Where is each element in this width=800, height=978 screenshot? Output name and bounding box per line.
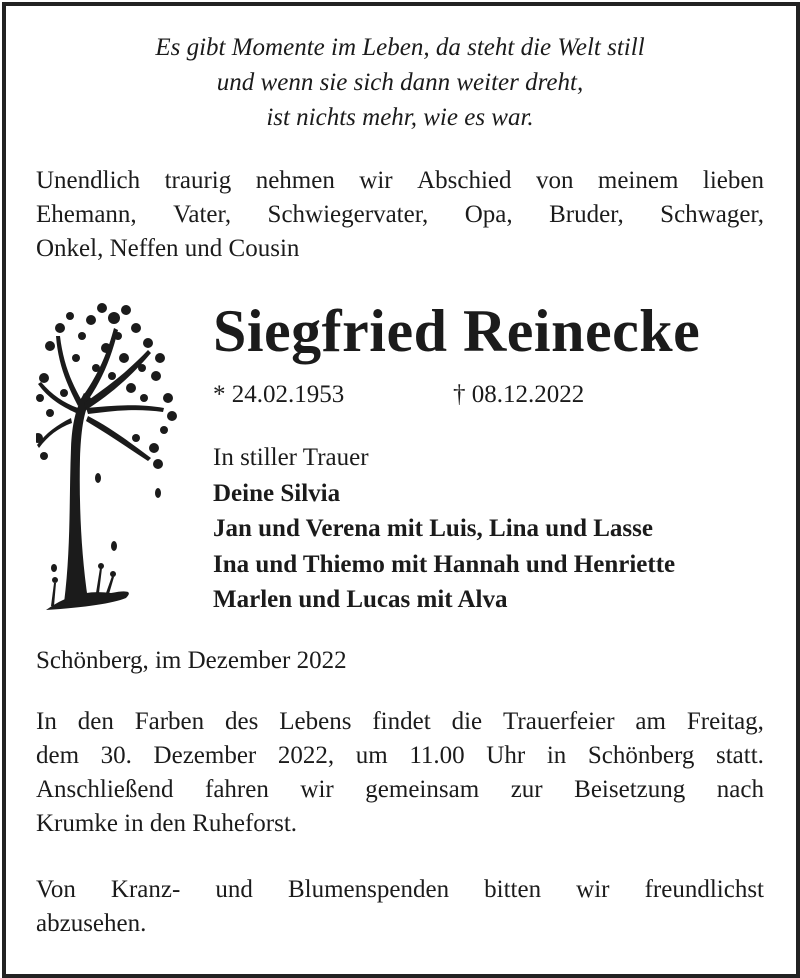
word: Freitag, — [686, 708, 764, 735]
mourner-line: Ina und Thiemo mit Hannah und Henriette — [213, 550, 676, 578]
word: wir — [576, 876, 610, 903]
word: Uhr — [486, 742, 526, 769]
word: lieben — [702, 167, 764, 194]
word: Abschied — [417, 167, 512, 194]
word: den — [77, 708, 114, 735]
word: Lebens — [279, 708, 352, 735]
word: Von — [36, 876, 76, 903]
tree-icon — [36, 288, 181, 618]
life-dates — [213, 378, 585, 412]
intro-line-3: Onkel, Neffen und Cousin — [36, 235, 300, 262]
word: Kranz- — [110, 876, 181, 903]
word: des — [225, 708, 259, 735]
word: von — [535, 167, 574, 194]
word: Farben — [134, 708, 205, 735]
place-date: Schönberg, im Dezember 2022 — [36, 647, 347, 674]
poem-line: ist nichts mehr, wie es war. — [266, 104, 534, 131]
deceased-name: Siegfried Reinecke — [213, 298, 701, 364]
word: meinem — [597, 167, 679, 194]
word: Dezember — [153, 742, 257, 769]
word: nehmen — [255, 167, 335, 194]
mourner-line: Jan und Verena mit Luis, Lina und Lasse — [213, 515, 653, 542]
word: Ehemann, — [36, 201, 137, 228]
word: fahren — [205, 776, 269, 803]
word: statt. — [716, 742, 764, 769]
word: Beisetzung — [574, 776, 686, 803]
poem-line: und wenn sie sich dann weiter dreht, — [216, 69, 584, 96]
service-line-1 — [36, 705, 764, 739]
death-date: † 08.12.2022 — [453, 381, 585, 408]
word: Schönberg — [587, 742, 695, 769]
word: in — [546, 742, 567, 769]
service-line-3 — [36, 773, 764, 807]
word: Schwager, — [660, 201, 764, 228]
word: bitten — [484, 876, 542, 903]
word: dem — [36, 742, 80, 769]
poem-line: Es gibt Momente im Leben, da steht die Welt still — [155, 34, 645, 61]
closing-line-2: abzusehen. — [36, 910, 147, 937]
word: wir — [359, 167, 393, 194]
intro-text — [36, 164, 764, 266]
intro-line-2 — [36, 198, 764, 232]
mourner-line: Marlen und Lucas mit Alva — [213, 586, 508, 613]
word: Unendlich — [36, 167, 141, 194]
word: 2022, — [277, 742, 335, 769]
service-line-2 — [36, 739, 764, 773]
word: 30. — [100, 742, 132, 769]
word: freundlichst — [644, 876, 764, 903]
poem — [0, 30, 800, 135]
word: Opa, — [464, 201, 513, 228]
closing-text — [36, 873, 764, 941]
word: zur — [510, 776, 543, 803]
word: Anschließend — [36, 776, 174, 803]
service-line-4: Krumke in den Ruheforst. — [36, 810, 298, 837]
word: die — [451, 708, 483, 735]
word: Bruder, — [549, 201, 624, 228]
word: Schwiegervater, — [267, 201, 429, 228]
word: Trauerfeier — [503, 708, 615, 735]
mourners — [213, 440, 675, 618]
mourner-line: Deine Silvia — [213, 479, 341, 507]
word: Vater, — [173, 201, 232, 228]
word: 11.00 — [409, 742, 465, 769]
word: und — [215, 876, 253, 903]
word: traurig — [164, 167, 232, 194]
word: In — [36, 708, 57, 735]
closing-line-1 — [36, 873, 764, 907]
mourners-intro: In stiller Trauer — [213, 444, 369, 471]
word: am — [635, 708, 666, 735]
word: Blumenspenden — [287, 876, 450, 903]
word: findet — [372, 708, 431, 735]
word: gemeinsam — [365, 776, 480, 803]
service-text — [36, 705, 764, 841]
birth-date: * 24.02.1953 — [213, 381, 345, 408]
word: um — [355, 742, 388, 769]
intro-line-1 — [36, 164, 764, 198]
word: nach — [716, 776, 764, 803]
word: wir — [300, 776, 334, 803]
